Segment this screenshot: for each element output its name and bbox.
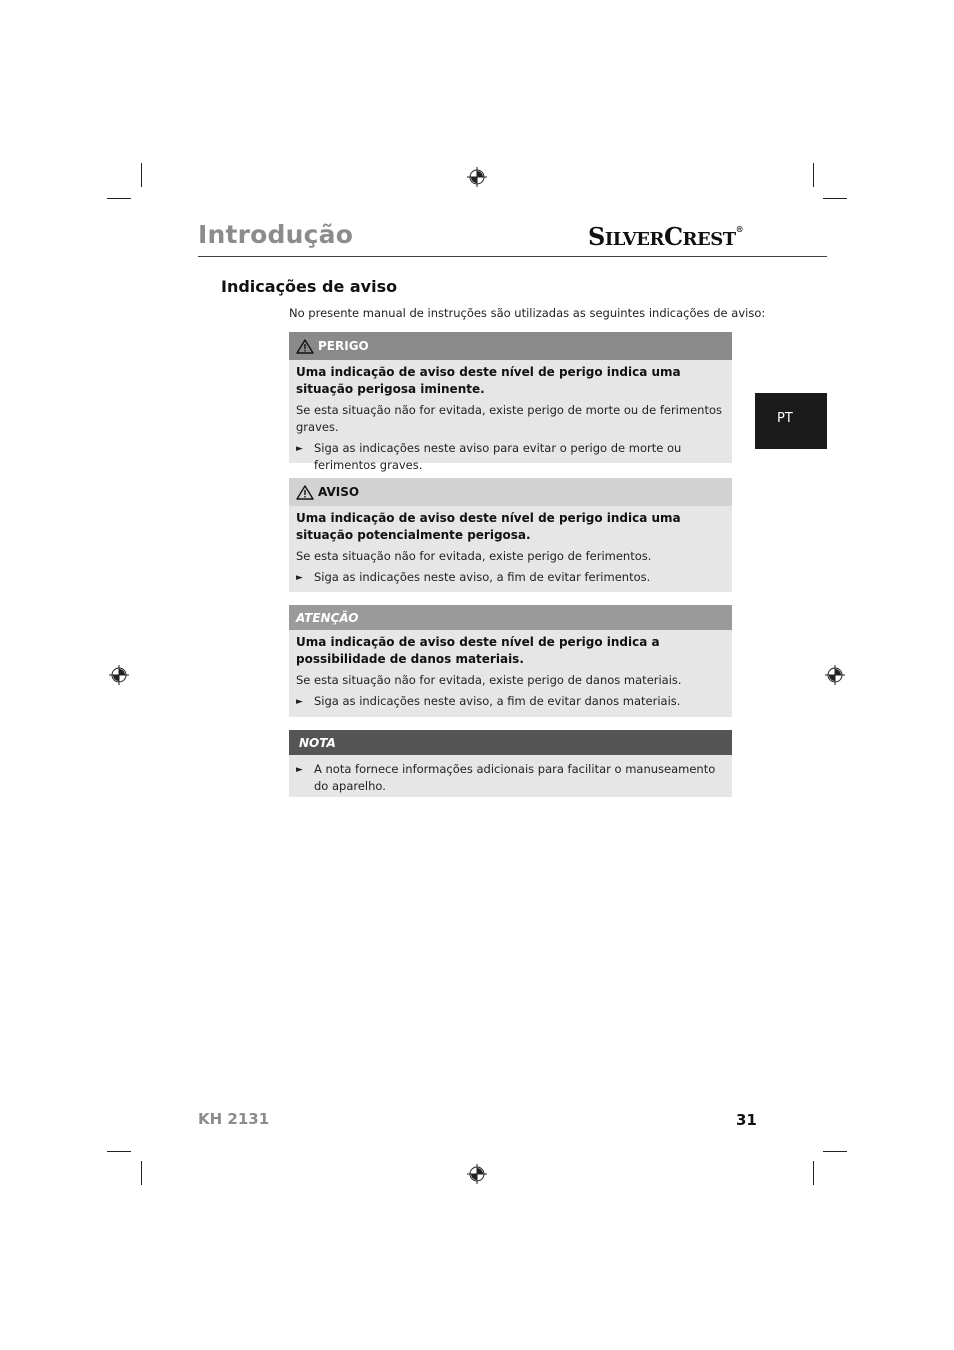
bullet-text: A nota fornece informações adicionais para facilitar o manuseamento do aparelho. <box>314 762 716 793</box>
crop-mark <box>823 1151 847 1152</box>
logo-letter: C <box>663 222 683 251</box>
warning-box-aviso <box>289 478 732 592</box>
crop-mark <box>141 1161 142 1185</box>
warning-triangle-icon <box>296 485 314 500</box>
warning-label: PERIGO <box>318 339 369 353</box>
warning-text: Se esta situação não for evitada, existe perigo de morte ou de ferimentos graves. <box>296 403 722 434</box>
page-title: Introdução <box>198 220 354 249</box>
crop-mark <box>107 198 131 199</box>
warning-box-header <box>289 332 732 360</box>
language-tab-label: PT <box>777 411 793 426</box>
section-heading: Indicações de aviso <box>221 277 398 296</box>
note-box-header <box>289 730 732 755</box>
warning-box-header <box>289 478 732 506</box>
warning-box-body <box>289 506 732 593</box>
language-tab <box>755 393 827 449</box>
logo-letter: S <box>588 222 605 251</box>
warning-box-perigo <box>289 332 732 472</box>
list-item <box>296 569 724 587</box>
warning-triangle-icon <box>296 339 314 354</box>
warning-bold-text: Uma indicação de aviso deste nível de perigo indica uma situação perigosa iminente. <box>296 365 681 396</box>
bullet-arrow-icon: ► <box>296 697 303 707</box>
warning-bold-text: Uma indicação de aviso deste nível de perigo indica uma situação potencialmente perigosa. <box>296 511 681 542</box>
registration-mark-icon <box>467 167 487 187</box>
brand-logo <box>588 222 743 251</box>
footer-model: KH 2131 <box>198 1110 270 1128</box>
note-box-body <box>289 755 732 801</box>
crop-mark <box>813 1161 814 1185</box>
crop-mark <box>813 163 814 187</box>
bullet-text: Siga as indicações neste aviso, a fim de evitar danos materiais. <box>314 694 681 708</box>
note-label: NOTA <box>299 735 336 750</box>
list-item <box>296 761 724 795</box>
logo-letters: ILVER <box>604 229 664 250</box>
warning-box-body <box>289 360 732 480</box>
intro-text: No presente manual de instruções são utilizadas as seguintes indicações de aviso: <box>289 306 766 320</box>
bullet-arrow-icon: ► <box>296 765 303 775</box>
list-item <box>296 693 724 711</box>
crop-mark <box>823 198 847 199</box>
warning-box-atencao <box>289 605 732 717</box>
bullet-arrow-icon: ► <box>296 573 303 583</box>
bullet-text: Siga as indicações neste aviso, a fim de evitar ferimentos. <box>314 570 651 584</box>
warning-box-body <box>289 630 732 717</box>
registration-mark-icon <box>109 665 129 685</box>
page-number: 31 <box>736 1111 757 1129</box>
logo-letters: REST <box>682 229 736 250</box>
warning-box-header <box>289 605 732 630</box>
warning-bold-text: Uma indicação de aviso deste nível de perigo indica a possibilidade de danos materiais. <box>296 635 660 666</box>
registration-mark-icon <box>467 1164 487 1184</box>
warning-label: AVISO <box>318 485 360 499</box>
registration-mark-icon <box>825 665 845 685</box>
header-rule <box>198 256 827 257</box>
bullet-text: Siga as indicações neste aviso para evitar o perigo de morte ou ferimentos graves. <box>314 441 682 472</box>
list-item <box>296 440 724 474</box>
note-box <box>289 730 732 797</box>
warning-text: Se esta situação não for evitada, existe perigo de ferimentos. <box>296 549 652 563</box>
registered-mark: ® <box>735 224 744 234</box>
bullet-arrow-icon: ► <box>296 444 303 454</box>
warning-text: Se esta situação não for evitada, existe perigo de danos materiais. <box>296 673 682 687</box>
warning-label: ATENÇÃO <box>296 610 359 625</box>
crop-mark <box>141 163 142 187</box>
crop-mark <box>107 1151 131 1152</box>
